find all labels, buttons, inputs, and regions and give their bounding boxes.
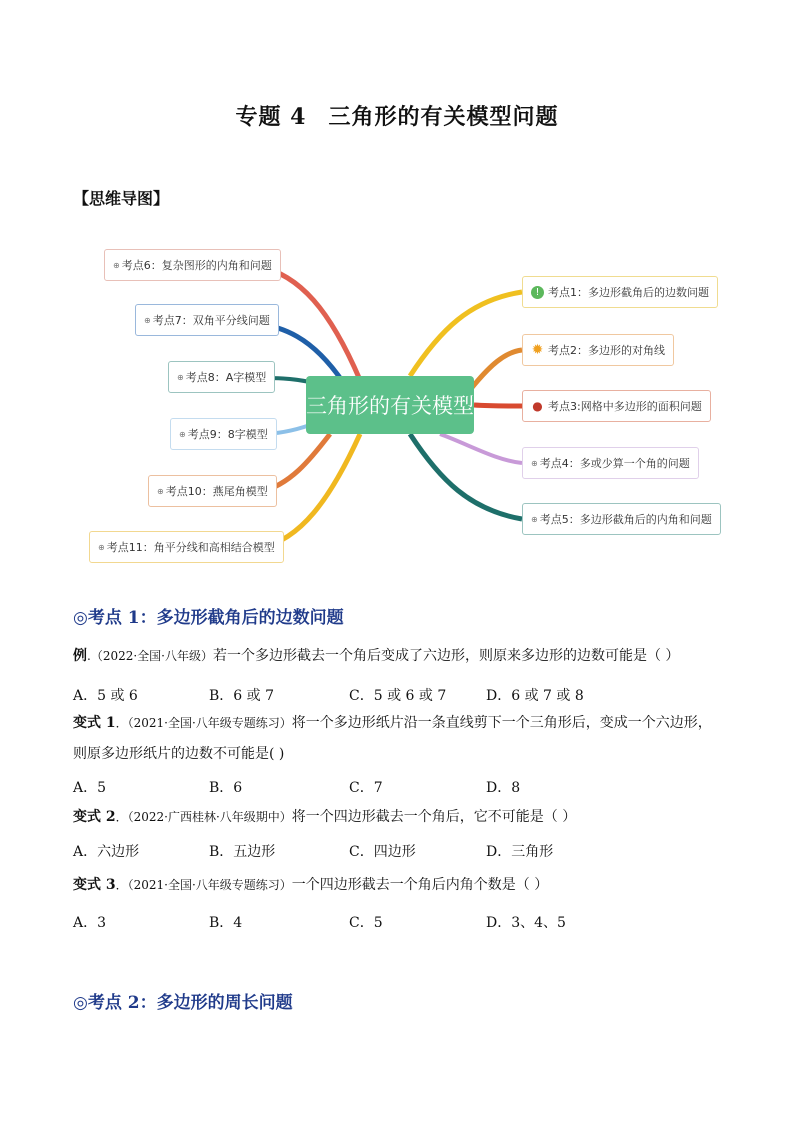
mindmap-node-topic3: ● 考点3:网格中多边形的面积问题 [522, 390, 711, 422]
example-question: 例.（2022·全国·八年级）若一个多边形截去一个角后变成了六边形，则原来多边形的边数可能是（ ） [73, 648, 680, 664]
mindmap-node-topic10: ⊕ 考点10：燕尾角模型 [148, 475, 277, 507]
mindmap-node-topic2: ✹ 考点2：多边形的对角线 [522, 334, 674, 366]
option-d: D．3、4、5 [486, 915, 566, 931]
mindmap-node-topic8: ⊕ 考点8：A字模型 [168, 361, 275, 393]
variant2-question: 变式 2．（2022·广西桂林·八年级期中）将一个四边形截去一个角后，它不可能是（ ） [73, 809, 577, 825]
title-number: 专题 4 [235, 104, 307, 130]
variant1-question-cont: 则原多边形纸片的边数不可能是( ) [73, 746, 285, 762]
section-heading-1: ◎考点 1：多边形截角后的边数问题 [73, 608, 344, 628]
mindmap-node-topic7: ⊕ 考点7：双角平分线问题 [135, 304, 279, 336]
option-b: B．6 或 7 [209, 688, 275, 704]
option-d: D．6 或 7 或 8 [486, 688, 584, 704]
option-c: C．5 [349, 915, 383, 931]
option-d: D．三角形 [486, 844, 554, 860]
option-b: B．4 [209, 915, 243, 931]
option-a: A．六边形 [73, 844, 140, 860]
mindmap-node-topic9: ⊕ 考点9：8字模型 [170, 418, 277, 450]
mindmap-node-topic4: ⊕ 考点4：多或少算一个角的问题 [522, 447, 699, 479]
option-c: C．7 [349, 780, 383, 796]
person-icon: ● [532, 399, 543, 413]
option-d: D．8 [486, 780, 521, 796]
variant1-question: 变式 1．（2021·全国·八年级专题练习）将一个多边形纸片沿一条直线剪下一个三角形后，变成一个六边形， [73, 715, 712, 731]
option-c: C．5 或 6 或 7 [349, 688, 447, 704]
gear-icon: ✹ [531, 342, 544, 358]
title-text: 三角形的有关模型问题 [328, 104, 559, 130]
mindmap-node-topic1: ! 考点1：多边形截角后的边数问题 [522, 276, 718, 308]
option-c: C．四边形 [349, 844, 416, 860]
mindmap-center-node: 三角形的有关模型 [306, 376, 474, 434]
option-b: B．6 [209, 780, 243, 796]
mindmap-label: 【思维导图】 [73, 189, 170, 208]
mindmap-node-topic11: ⊕ 考点11：角平分线和高相结合模型 [89, 531, 284, 563]
info-icon: ! [531, 286, 544, 299]
option-a: A．3 [73, 915, 107, 931]
section-heading-2: ◎考点 2：多边形的周长问题 [73, 993, 293, 1013]
variant3-question: 变式 3．（2021·全国·八年级专题练习）一个四边形截去一个角后内角个数是（ ） [73, 877, 549, 893]
option-a: A．5 或 6 [73, 688, 138, 704]
mindmap-node-topic5: ⊕ 考点5：多边形截角后的内角和问题 [522, 503, 721, 535]
option-b: B．五边形 [209, 844, 276, 860]
option-a: A．5 [73, 780, 107, 796]
mindmap-node-topic6: ⊕ 考点6：复杂图形的内角和问题 [104, 249, 281, 281]
